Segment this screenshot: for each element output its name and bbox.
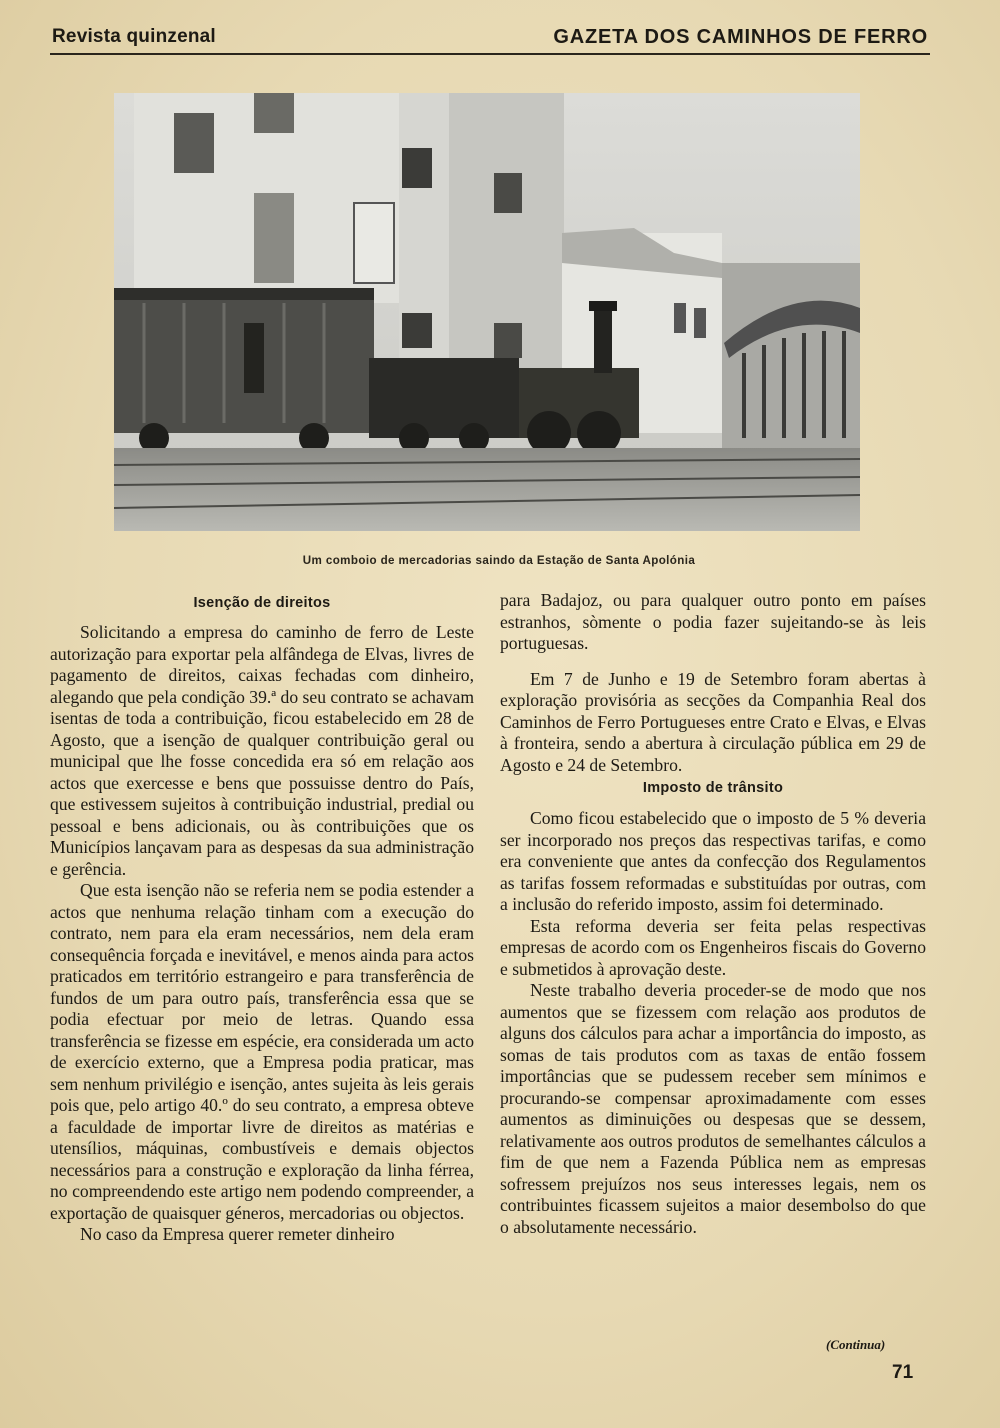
photo-train-santa-apolonia (114, 93, 860, 531)
section-title-imposto: Imposto de trânsito (642, 780, 784, 796)
running-header-left: Revista quinzenal (52, 26, 216, 47)
continued-note: (Continua) (826, 1337, 886, 1352)
paragraph: Esta reforma deveria ser feita pelas respectivas empresas de acordo com os Engenheiros fiscais do Governo e submetidos à aprovação deste. (500, 915, 926, 979)
section-title-isencao: Isenção de direitos (193, 595, 331, 611)
photo-caption: Um comboio de mercadorias saindo da Estação de Santa Apolónia (302, 554, 696, 567)
paragraph: Que esta isenção não se referia nem se podia estender a actos que nenhuma relação tinham com a execução do contrato, nem para ela eram necessários, nem dela eram consequência forçada e inevitável, e menos ainda para actos praticados em território estrangeiro e para transferência de fundos de um para outro país, transferência essa que se podia efectuar por meio de letras. Quando essa transferência se fizesse em espécie, era considerada um acto de exercício externo, que a Empresa podia praticar, mas sem nenhum privilégio e isenção, antes sujeita às leis gerais pois que, pelo artigo 40.º do seu contrato, a empresa obteve a faculdade de importar livre de direitos as matérias e utensílios, máquinas, combustíveis e demais objectos necessários para a construção e exploração da linha férrea, no compreendendo este artigo nem podendo compreender, a exportação de quaisquer géneros, mercadorias ou objectos. (50, 880, 474, 1223)
paragraph: No caso da Empresa querer remeter dinheiro (80, 1224, 395, 1244)
paragraph: Como ficou estabelecido que o imposto de 5 % deveria ser incorporado nos preços das respectivas tarifas, e como era conveniente que antes da confecção dos Regulamentos as tarifas fossem reformadas e substituídas por outras, com a inclusão do referido imposto, assim foi determinado. (500, 808, 926, 914)
left-column (50, 590, 474, 1246)
photo-illustration (114, 93, 860, 531)
paragraph-gap (500, 655, 926, 669)
header-rule (50, 53, 930, 55)
paragraph: para Badajoz, ou para qualquer outro ponto em países estranhos, sòmente o podia fazer sujeitando-se às leis portuguesas. (500, 590, 926, 653)
paragraph: Em 7 de Junho e 19 de Setembro foram abertas à exploração provisória as secções da Companhia Real dos Caminhos de Ferro Portugueses entre Crato e Elvas, e Elvas à fronteira, sendo a abertura à circulação pública em 29 de Agosto e 24 de Setembro. (500, 668, 926, 775)
paragraph: Solicitando a empresa do caminho de ferro de Leste autorização para exportar pela alfândega de Elvas, livres de pagamento de direitos, caixas fechadas com dinheiro, alegando que pela condição 39.ª do seu contrato se achavam isentas de toda a contribuição, ficou estabelecido em 28 de Agosto, que a isenção de qualquer contribuição geral ou municipal que lhe fosse concedida era só em relação aos actos que exercesse e bens que possuisse dentro do País, que estivessem sujeitos à contribuição industrial, predial ou pessoal e bens adicionais, ou às contribuições que os Municípios lançavam para as despesas da sua administração e gerência. (50, 622, 475, 879)
paragraph: Neste trabalho deveria proceder-se de modo que nos aumentos que se fizessem com relação aos produtos de alguns dos cálculos para achar a importância do imposto, as somas de tais produtos com as taxas de então fossem importâncias que se pudessem receber sem mínimos e procurando-se compensar aproximadamente com esses aumentos as diminuições ou despesas que se dessem, relativamente aos outros produtos de semelhantes cálculos a fim de que nem a Fazenda Pública nem as empresas sofressem prejuízos nos seus interesses legais, nem os contribuintes ficassem sujeitos a maior desembolso do que o absolutamente necessário. (500, 980, 926, 1237)
right-column (500, 590, 926, 1238)
page-number: 71 (892, 1362, 914, 1383)
running-header-right: GAZETA DOS CAMINHOS DE FERRO (553, 26, 928, 48)
